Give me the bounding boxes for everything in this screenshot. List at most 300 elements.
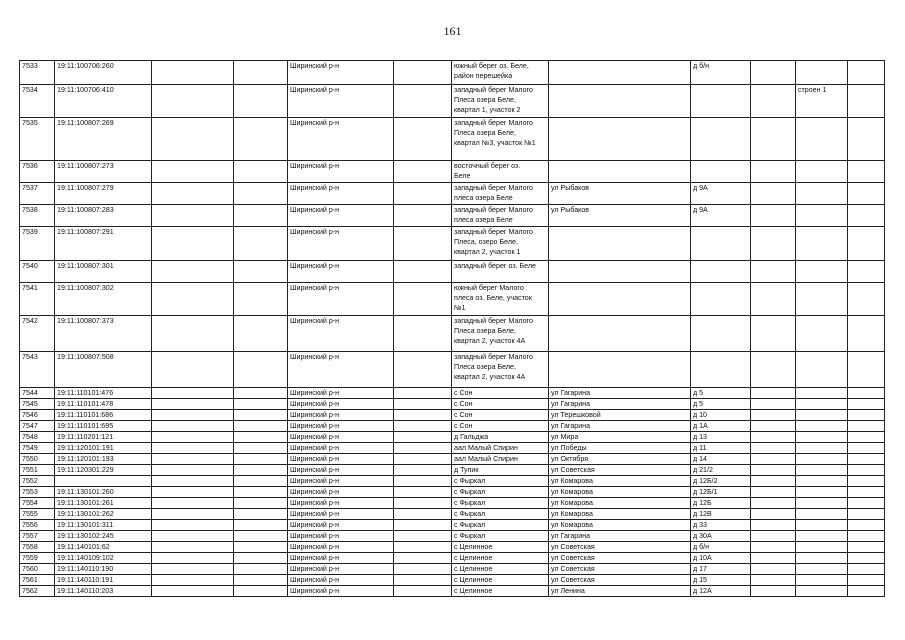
blank-cell-e — [848, 553, 885, 564]
blank-cell-b — [234, 227, 288, 261]
blank-cell-b — [234, 542, 288, 553]
blank-cell-c — [394, 421, 452, 432]
blank-cell-c — [394, 388, 452, 399]
locality-cell: с Сон — [452, 399, 549, 410]
district-cell: Ширинский р-н — [288, 432, 394, 443]
blank-cell-d — [751, 118, 796, 161]
row-number-cell: 7554 — [20, 498, 55, 509]
district-cell: Ширинский р-н — [288, 118, 394, 161]
blank-cell-d — [751, 575, 796, 586]
blank-cell-a — [152, 531, 234, 542]
house-cell: д б/н — [691, 542, 751, 553]
district-cell: Ширинский р-н — [288, 443, 394, 454]
note-cell — [796, 498, 848, 509]
row-number-cell: 7550 — [20, 454, 55, 465]
blank-cell-e — [848, 564, 885, 575]
locality-cell: западный берег Малого плеса озера Беле — [452, 205, 549, 227]
blank-cell-d — [751, 454, 796, 465]
note-cell — [796, 520, 848, 531]
district-cell: Ширинский р-н — [288, 352, 394, 388]
street-cell: ул Рыбаков — [549, 183, 691, 205]
blank-cell-c — [394, 564, 452, 575]
table-row — [20, 399, 885, 410]
blank-cell-c — [394, 410, 452, 421]
cadastral-number-cell: 19:11:110101:686 — [55, 410, 152, 421]
district-cell: Ширинский р-н — [288, 183, 394, 205]
house-cell — [691, 352, 751, 388]
blank-cell-c — [394, 476, 452, 487]
note-cell — [796, 118, 848, 161]
blank-cell-b — [234, 575, 288, 586]
table-row — [20, 283, 885, 316]
table-row — [20, 553, 885, 564]
street-cell: ул Советская — [549, 575, 691, 586]
house-cell: д 12Б/1 — [691, 487, 751, 498]
blank-cell-d — [751, 531, 796, 542]
blank-cell-b — [234, 118, 288, 161]
table-row — [20, 531, 885, 542]
house-cell — [691, 283, 751, 316]
blank-cell-d — [751, 283, 796, 316]
locality-cell: с Фыркал — [452, 487, 549, 498]
locality-cell: западный берег Малого Плеса озера Беле, квартал №3, участок №1 — [452, 118, 549, 161]
table-row — [20, 465, 885, 476]
street-cell: ул Комарова — [549, 520, 691, 531]
note-cell — [796, 261, 848, 283]
blank-cell-d — [751, 432, 796, 443]
district-cell: Ширинский р-н — [288, 388, 394, 399]
house-cell — [691, 85, 751, 118]
house-cell — [691, 227, 751, 261]
blank-cell-d — [751, 476, 796, 487]
row-number-cell: 7544 — [20, 388, 55, 399]
blank-cell-d — [751, 509, 796, 520]
blank-cell-e — [848, 283, 885, 316]
district-cell: Ширинский р-н — [288, 161, 394, 183]
blank-cell-b — [234, 183, 288, 205]
blank-cell-a — [152, 465, 234, 476]
blank-cell-e — [848, 476, 885, 487]
cadastral-number-cell: 19:11:110101:476 — [55, 388, 152, 399]
row-number-cell: 7538 — [20, 205, 55, 227]
locality-cell: южный берег оз. Беле, район перешейка — [452, 61, 549, 85]
house-cell: д 12А — [691, 586, 751, 597]
blank-cell-e — [848, 498, 885, 509]
blank-cell-b — [234, 399, 288, 410]
row-number-cell: 7552 — [20, 476, 55, 487]
blank-cell-b — [234, 61, 288, 85]
blank-cell-a — [152, 509, 234, 520]
blank-cell-b — [234, 498, 288, 509]
district-cell: Ширинский р-н — [288, 553, 394, 564]
district-cell: Ширинский р-н — [288, 421, 394, 432]
blank-cell-a — [152, 443, 234, 454]
cadastral-number-cell: 19:11:100807:283 — [55, 205, 152, 227]
blank-cell-e — [848, 352, 885, 388]
blank-cell-d — [751, 542, 796, 553]
blank-cell-c — [394, 531, 452, 542]
district-cell: Ширинский р-н — [288, 227, 394, 261]
street-cell: ул Терешковой — [549, 410, 691, 421]
locality-cell: западный берег Малого плеса озера Беле — [452, 183, 549, 205]
district-cell: Ширинский р-н — [288, 205, 394, 227]
cadastral-number-cell: 19:11:100706:260 — [55, 61, 152, 85]
locality-cell: с Целинное — [452, 575, 549, 586]
blank-cell-e — [848, 509, 885, 520]
blank-cell-d — [751, 553, 796, 564]
note-cell — [796, 61, 848, 85]
blank-cell-a — [152, 487, 234, 498]
blank-cell-b — [234, 316, 288, 352]
blank-cell-a — [152, 432, 234, 443]
blank-cell-a — [152, 553, 234, 564]
street-cell — [549, 61, 691, 85]
table-row — [20, 61, 885, 85]
locality-cell: с Целинное — [452, 564, 549, 575]
district-cell: Ширинский р-н — [288, 509, 394, 520]
cadastral-number-cell: 19:11:110101:478 — [55, 399, 152, 410]
street-cell: ул Победы — [549, 443, 691, 454]
note-cell — [796, 476, 848, 487]
blank-cell-c — [394, 487, 452, 498]
district-cell: Ширинский р-н — [288, 454, 394, 465]
table-row — [20, 161, 885, 183]
blank-cell-c — [394, 205, 452, 227]
locality-cell: восточный берег оз. Беле — [452, 161, 549, 183]
blank-cell-c — [394, 183, 452, 205]
table-row — [20, 487, 885, 498]
locality-cell: с Фыркал — [452, 531, 549, 542]
row-number-cell: 7556 — [20, 520, 55, 531]
note-cell — [796, 454, 848, 465]
blank-cell-e — [848, 465, 885, 476]
blank-cell-b — [234, 509, 288, 520]
row-number-cell: 7547 — [20, 421, 55, 432]
cadastral-number-cell: 19:11:100807:373 — [55, 316, 152, 352]
blank-cell-a — [152, 399, 234, 410]
table-row — [20, 183, 885, 205]
blank-cell-e — [848, 542, 885, 553]
street-cell: ул Гагарина — [549, 531, 691, 542]
locality-cell: с Фыркал — [452, 509, 549, 520]
cadastral-number-cell: 19:11:100706:410 — [55, 85, 152, 118]
blank-cell-b — [234, 352, 288, 388]
blank-cell-d — [751, 85, 796, 118]
note-cell — [796, 443, 848, 454]
cadastral-number-cell: 19:11:130101:260 — [55, 487, 152, 498]
blank-cell-d — [751, 316, 796, 352]
street-cell — [549, 227, 691, 261]
blank-cell-e — [848, 586, 885, 597]
district-cell: Ширинский р-н — [288, 476, 394, 487]
blank-cell-c — [394, 261, 452, 283]
blank-cell-a — [152, 586, 234, 597]
district-cell: Ширинский р-н — [288, 399, 394, 410]
locality-cell: с Сон — [452, 421, 549, 432]
locality-cell: южный берег Малого плеса оз. Беле, участок №1 — [452, 283, 549, 316]
blank-cell-a — [152, 316, 234, 352]
blank-cell-c — [394, 161, 452, 183]
house-cell: д 12В — [691, 509, 751, 520]
blank-cell-d — [751, 205, 796, 227]
cadastral-number-cell: 19:11:130101:311 — [55, 520, 152, 531]
blank-cell-c — [394, 553, 452, 564]
district-cell: Ширинский р-н — [288, 575, 394, 586]
row-number-cell: 7553 — [20, 487, 55, 498]
house-cell: д 1А — [691, 421, 751, 432]
blank-cell-a — [152, 85, 234, 118]
blank-cell-d — [751, 352, 796, 388]
cadastral-number-cell: 19:11:140110:191 — [55, 575, 152, 586]
note-cell — [796, 161, 848, 183]
house-cell: д 5 — [691, 399, 751, 410]
district-cell: Ширинский р-н — [288, 498, 394, 509]
note-cell — [796, 564, 848, 575]
registry-table — [19, 60, 885, 597]
row-number-cell: 7537 — [20, 183, 55, 205]
table-row — [20, 261, 885, 283]
street-cell: ул Гагарина — [549, 399, 691, 410]
blank-cell-a — [152, 61, 234, 85]
cadastral-number-cell: 19:11:100807:508 — [55, 352, 152, 388]
blank-cell-d — [751, 421, 796, 432]
note-cell — [796, 316, 848, 352]
locality-cell: с Целинное — [452, 586, 549, 597]
page-number: 161 — [443, 24, 462, 38]
blank-cell-d — [751, 388, 796, 399]
blank-cell-e — [848, 399, 885, 410]
row-number-cell: 7533 — [20, 61, 55, 85]
blank-cell-d — [751, 227, 796, 261]
row-number-cell: 7555 — [20, 509, 55, 520]
blank-cell-e — [848, 161, 885, 183]
blank-cell-c — [394, 586, 452, 597]
blank-cell-d — [751, 410, 796, 421]
row-number-cell: 7534 — [20, 85, 55, 118]
table-row — [20, 476, 885, 487]
table-row — [20, 352, 885, 388]
table-row — [20, 85, 885, 118]
street-cell: ул Советская — [549, 564, 691, 575]
blank-cell-e — [848, 227, 885, 261]
cadastral-number-cell — [55, 476, 152, 487]
note-cell — [796, 487, 848, 498]
blank-cell-b — [234, 531, 288, 542]
blank-cell-b — [234, 388, 288, 399]
note-cell — [796, 183, 848, 205]
locality-cell: с Целинное — [452, 542, 549, 553]
note-cell — [796, 465, 848, 476]
cadastral-number-cell: 19:11:110101:695 — [55, 421, 152, 432]
blank-cell-c — [394, 61, 452, 85]
house-cell: д 10А — [691, 553, 751, 564]
blank-cell-c — [394, 316, 452, 352]
street-cell — [549, 85, 691, 118]
street-cell — [549, 118, 691, 161]
blank-cell-e — [848, 454, 885, 465]
district-cell: Ширинский р-н — [288, 586, 394, 597]
district-cell: Ширинский р-н — [288, 487, 394, 498]
note-cell — [796, 410, 848, 421]
table-row — [20, 586, 885, 597]
blank-cell-b — [234, 443, 288, 454]
note-cell — [796, 553, 848, 564]
locality-cell: с Сон — [452, 388, 549, 399]
row-number-cell: 7548 — [20, 432, 55, 443]
cadastral-number-cell: 19:11:100807:291 — [55, 227, 152, 261]
blank-cell-c — [394, 283, 452, 316]
blank-cell-c — [394, 352, 452, 388]
district-cell: Ширинский р-н — [288, 520, 394, 531]
blank-cell-d — [751, 465, 796, 476]
note-cell — [796, 421, 848, 432]
blank-cell-c — [394, 118, 452, 161]
locality-cell: с Фыркал — [452, 476, 549, 487]
table-body — [20, 61, 885, 597]
street-cell — [549, 316, 691, 352]
note-cell — [796, 509, 848, 520]
blank-cell-e — [848, 261, 885, 283]
row-number-cell: 7539 — [20, 227, 55, 261]
note-cell — [796, 388, 848, 399]
street-cell: ул Гагарина — [549, 421, 691, 432]
blank-cell-b — [234, 410, 288, 421]
blank-cell-a — [152, 227, 234, 261]
blank-cell-d — [751, 61, 796, 85]
blank-cell-b — [234, 520, 288, 531]
district-cell: Ширинский р-н — [288, 61, 394, 85]
blank-cell-a — [152, 183, 234, 205]
row-number-cell: 7561 — [20, 575, 55, 586]
note-cell — [796, 542, 848, 553]
blank-cell-e — [848, 205, 885, 227]
house-cell: д 15 — [691, 575, 751, 586]
district-cell: Ширинский р-н — [288, 261, 394, 283]
locality-cell: аал Малый Спирин — [452, 443, 549, 454]
locality-cell: с Фыркал — [452, 520, 549, 531]
house-cell: д 11 — [691, 443, 751, 454]
cadastral-number-cell: 19:11:120301:229 — [55, 465, 152, 476]
note-cell — [796, 352, 848, 388]
row-number-cell: 7557 — [20, 531, 55, 542]
table-row — [20, 498, 885, 509]
blank-cell-d — [751, 520, 796, 531]
blank-cell-e — [848, 520, 885, 531]
house-cell: д 12Б/2 — [691, 476, 751, 487]
blank-cell-d — [751, 487, 796, 498]
blank-cell-b — [234, 161, 288, 183]
house-cell: д 14 — [691, 454, 751, 465]
street-cell: ул Октября — [549, 454, 691, 465]
cadastral-number-cell: 19:11:110201:121 — [55, 432, 152, 443]
cadastral-number-cell: 19:11:140110:203 — [55, 586, 152, 597]
street-cell: ул Комарова — [549, 498, 691, 509]
blank-cell-a — [152, 161, 234, 183]
district-cell: Ширинский р-н — [288, 564, 394, 575]
locality-cell: западный берег Малого Плеса озера Беле, квартал 1, участок 2 — [452, 85, 549, 118]
note-cell — [796, 227, 848, 261]
blank-cell-e — [848, 61, 885, 85]
row-number-cell: 7560 — [20, 564, 55, 575]
house-cell — [691, 118, 751, 161]
street-cell: ул Комарова — [549, 509, 691, 520]
district-cell: Ширинский р-н — [288, 85, 394, 118]
blank-cell-a — [152, 564, 234, 575]
blank-cell-c — [394, 85, 452, 118]
table-row — [20, 410, 885, 421]
locality-cell: с Целинное — [452, 553, 549, 564]
cadastral-number-cell: 19:11:130102:245 — [55, 531, 152, 542]
note-cell — [796, 205, 848, 227]
district-cell: Ширинский р-н — [288, 465, 394, 476]
blank-cell-b — [234, 283, 288, 316]
street-cell — [549, 283, 691, 316]
blank-cell-c — [394, 432, 452, 443]
note-cell — [796, 531, 848, 542]
blank-cell-b — [234, 487, 288, 498]
blank-cell-a — [152, 410, 234, 421]
blank-cell-b — [234, 205, 288, 227]
blank-cell-a — [152, 520, 234, 531]
table-row — [20, 227, 885, 261]
blank-cell-d — [751, 443, 796, 454]
district-cell: Ширинский р-н — [288, 283, 394, 316]
street-cell — [549, 261, 691, 283]
cadastral-number-cell: 19:11:140101:62 — [55, 542, 152, 553]
blank-cell-e — [848, 85, 885, 118]
street-cell: ул Комарова — [549, 476, 691, 487]
blank-cell-c — [394, 227, 452, 261]
row-number-cell: 7540 — [20, 261, 55, 283]
street-cell: ул Советская — [549, 542, 691, 553]
locality-cell: аал Малый Спирин — [452, 454, 549, 465]
cadastral-number-cell: 19:11:140109:102 — [55, 553, 152, 564]
blank-cell-b — [234, 85, 288, 118]
locality-cell: западный берег оз. Беле — [452, 261, 549, 283]
blank-cell-e — [848, 316, 885, 352]
blank-cell-e — [848, 118, 885, 161]
table-row — [20, 520, 885, 531]
house-cell: д 9А — [691, 183, 751, 205]
table-row — [20, 575, 885, 586]
row-number-cell: 7542 — [20, 316, 55, 352]
cadastral-number-cell: 19:11:100807:269 — [55, 118, 152, 161]
house-cell: д 30А — [691, 531, 751, 542]
table-row — [20, 454, 885, 465]
locality-cell: западный берег Малого Плеса озера Беле, квартал 2, участок 4А — [452, 352, 549, 388]
blank-cell-d — [751, 564, 796, 575]
blank-cell-e — [848, 410, 885, 421]
blank-cell-a — [152, 352, 234, 388]
note-cell — [796, 586, 848, 597]
district-cell: Ширинский р-н — [288, 531, 394, 542]
note-cell — [796, 432, 848, 443]
cadastral-number-cell: 19:11:100807:273 — [55, 161, 152, 183]
locality-cell: д Тупик — [452, 465, 549, 476]
blank-cell-c — [394, 542, 452, 553]
row-number-cell: 7535 — [20, 118, 55, 161]
locality-cell: д Гальджа — [452, 432, 549, 443]
blank-cell-b — [234, 421, 288, 432]
table-row — [20, 205, 885, 227]
cadastral-number-cell: 19:11:100807:302 — [55, 283, 152, 316]
blank-cell-c — [394, 575, 452, 586]
street-cell — [549, 161, 691, 183]
blank-cell-a — [152, 205, 234, 227]
locality-cell: западный берег Малого Плеса, озеро Беле, квартал 2, участок 1 — [452, 227, 549, 261]
row-number-cell: 7545 — [20, 399, 55, 410]
blank-cell-b — [234, 476, 288, 487]
